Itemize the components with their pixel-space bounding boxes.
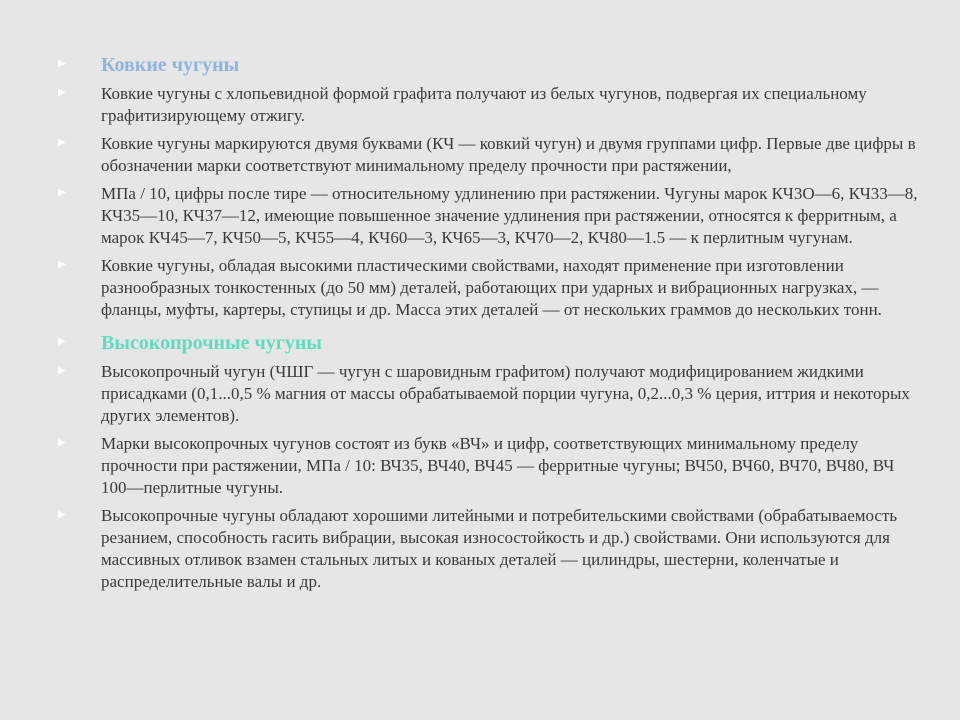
list-item: [58, 505, 920, 593]
list-item: [58, 133, 920, 177]
list-item: [58, 255, 920, 321]
list-item: [58, 83, 920, 127]
triangle-right-icon: ▶: [58, 509, 66, 520]
list-item: [58, 361, 920, 427]
triangle-right-icon: ▶: [58, 365, 66, 376]
triangle-right-icon: ▶: [58, 137, 66, 148]
list-item: [58, 433, 920, 499]
section-heading: Ковкие чугуны: [101, 54, 240, 76]
paragraph: Высокопрочный чугун (ЧШГ — чугун с шаровидным графитом) получают модифицированием жидкими присадками (0,1...0,5 % магния от массы обрабатываемой порции чугуна, 0,2...0,3 % церия, иттрия и некоторых других элементов).: [101, 362, 910, 425]
paragraph: Ковкие чугуны маркируются двумя буквами (КЧ — ковкий чугун) и двумя группами цифр. Первые две цифры в обозначении марки соответствуют минимальному пределу прочности при растяжении,: [101, 134, 916, 175]
paragraph: Ковкие чугуны, обладая высокими пластическими свойствами, находят применение при изготовлении разнообразных тонкостенных (до 50 мм) деталей, работающих при ударных и вибрационных нагрузках, — фланцы, муфты, картеры, ступицы и др. Масса этих деталей — от нескольких граммов до нескольких тонн.: [101, 256, 882, 319]
paragraph: Марки высокопрочных чугунов состоят из букв «ВЧ» и цифр, соответствующих минимальному пределу прочности при растяжении, МПа / 10: ВЧ35, ВЧ40, ВЧ45 — ферритные чугуны; ВЧ50, ВЧ60, ВЧ70, ВЧ80, ВЧ 100—перлитные чугуны.: [101, 434, 895, 497]
heading-high-strength-cast-iron: [58, 330, 920, 356]
paragraph: Ковкие чугуны с хлопьевидной формой графита получают из белых чугунов, подвергая их специальному графитизирующему отжигу.: [101, 84, 867, 125]
heading-malleable-cast-iron: [58, 52, 920, 78]
triangle-right-icon: ▶: [58, 336, 66, 347]
paragraph: Высокопрочные чугуны обладают хорошими литейными и потребительскими свойствами (обрабатываемость резанием, способность гасить вибрации, высокая износостойкость и др.) свойствами. Они используются для массивных отливок взамен стальных литых и кованых деталей — цилиндры, шестерни, коленчатые и распределительные валы и др.: [101, 506, 898, 591]
triangle-right-icon: ▶: [58, 437, 66, 448]
triangle-right-icon: ▶: [58, 58, 66, 69]
triangle-right-icon: ▶: [58, 187, 66, 198]
list-item: [58, 183, 920, 249]
triangle-right-icon: ▶: [58, 259, 66, 270]
section-heading: Высокопрочные чугуны: [101, 332, 323, 354]
paragraph: МПа / 10, цифры после тире — относительному удлинению при растяжении. Чугуны марок КЧ3О—6, КЧ33—8, КЧ35—10, КЧ37—12, имеющие повышенное значение удлинения при растяжении, относятся к ферритным, а марок КЧ45—7, КЧ50—5, КЧ55—4, КЧ60—3, КЧ65—3, КЧ70—2, КЧ80—1.5 — к перлитным чугунам.: [101, 184, 918, 247]
triangle-right-icon: ▶: [58, 87, 66, 98]
